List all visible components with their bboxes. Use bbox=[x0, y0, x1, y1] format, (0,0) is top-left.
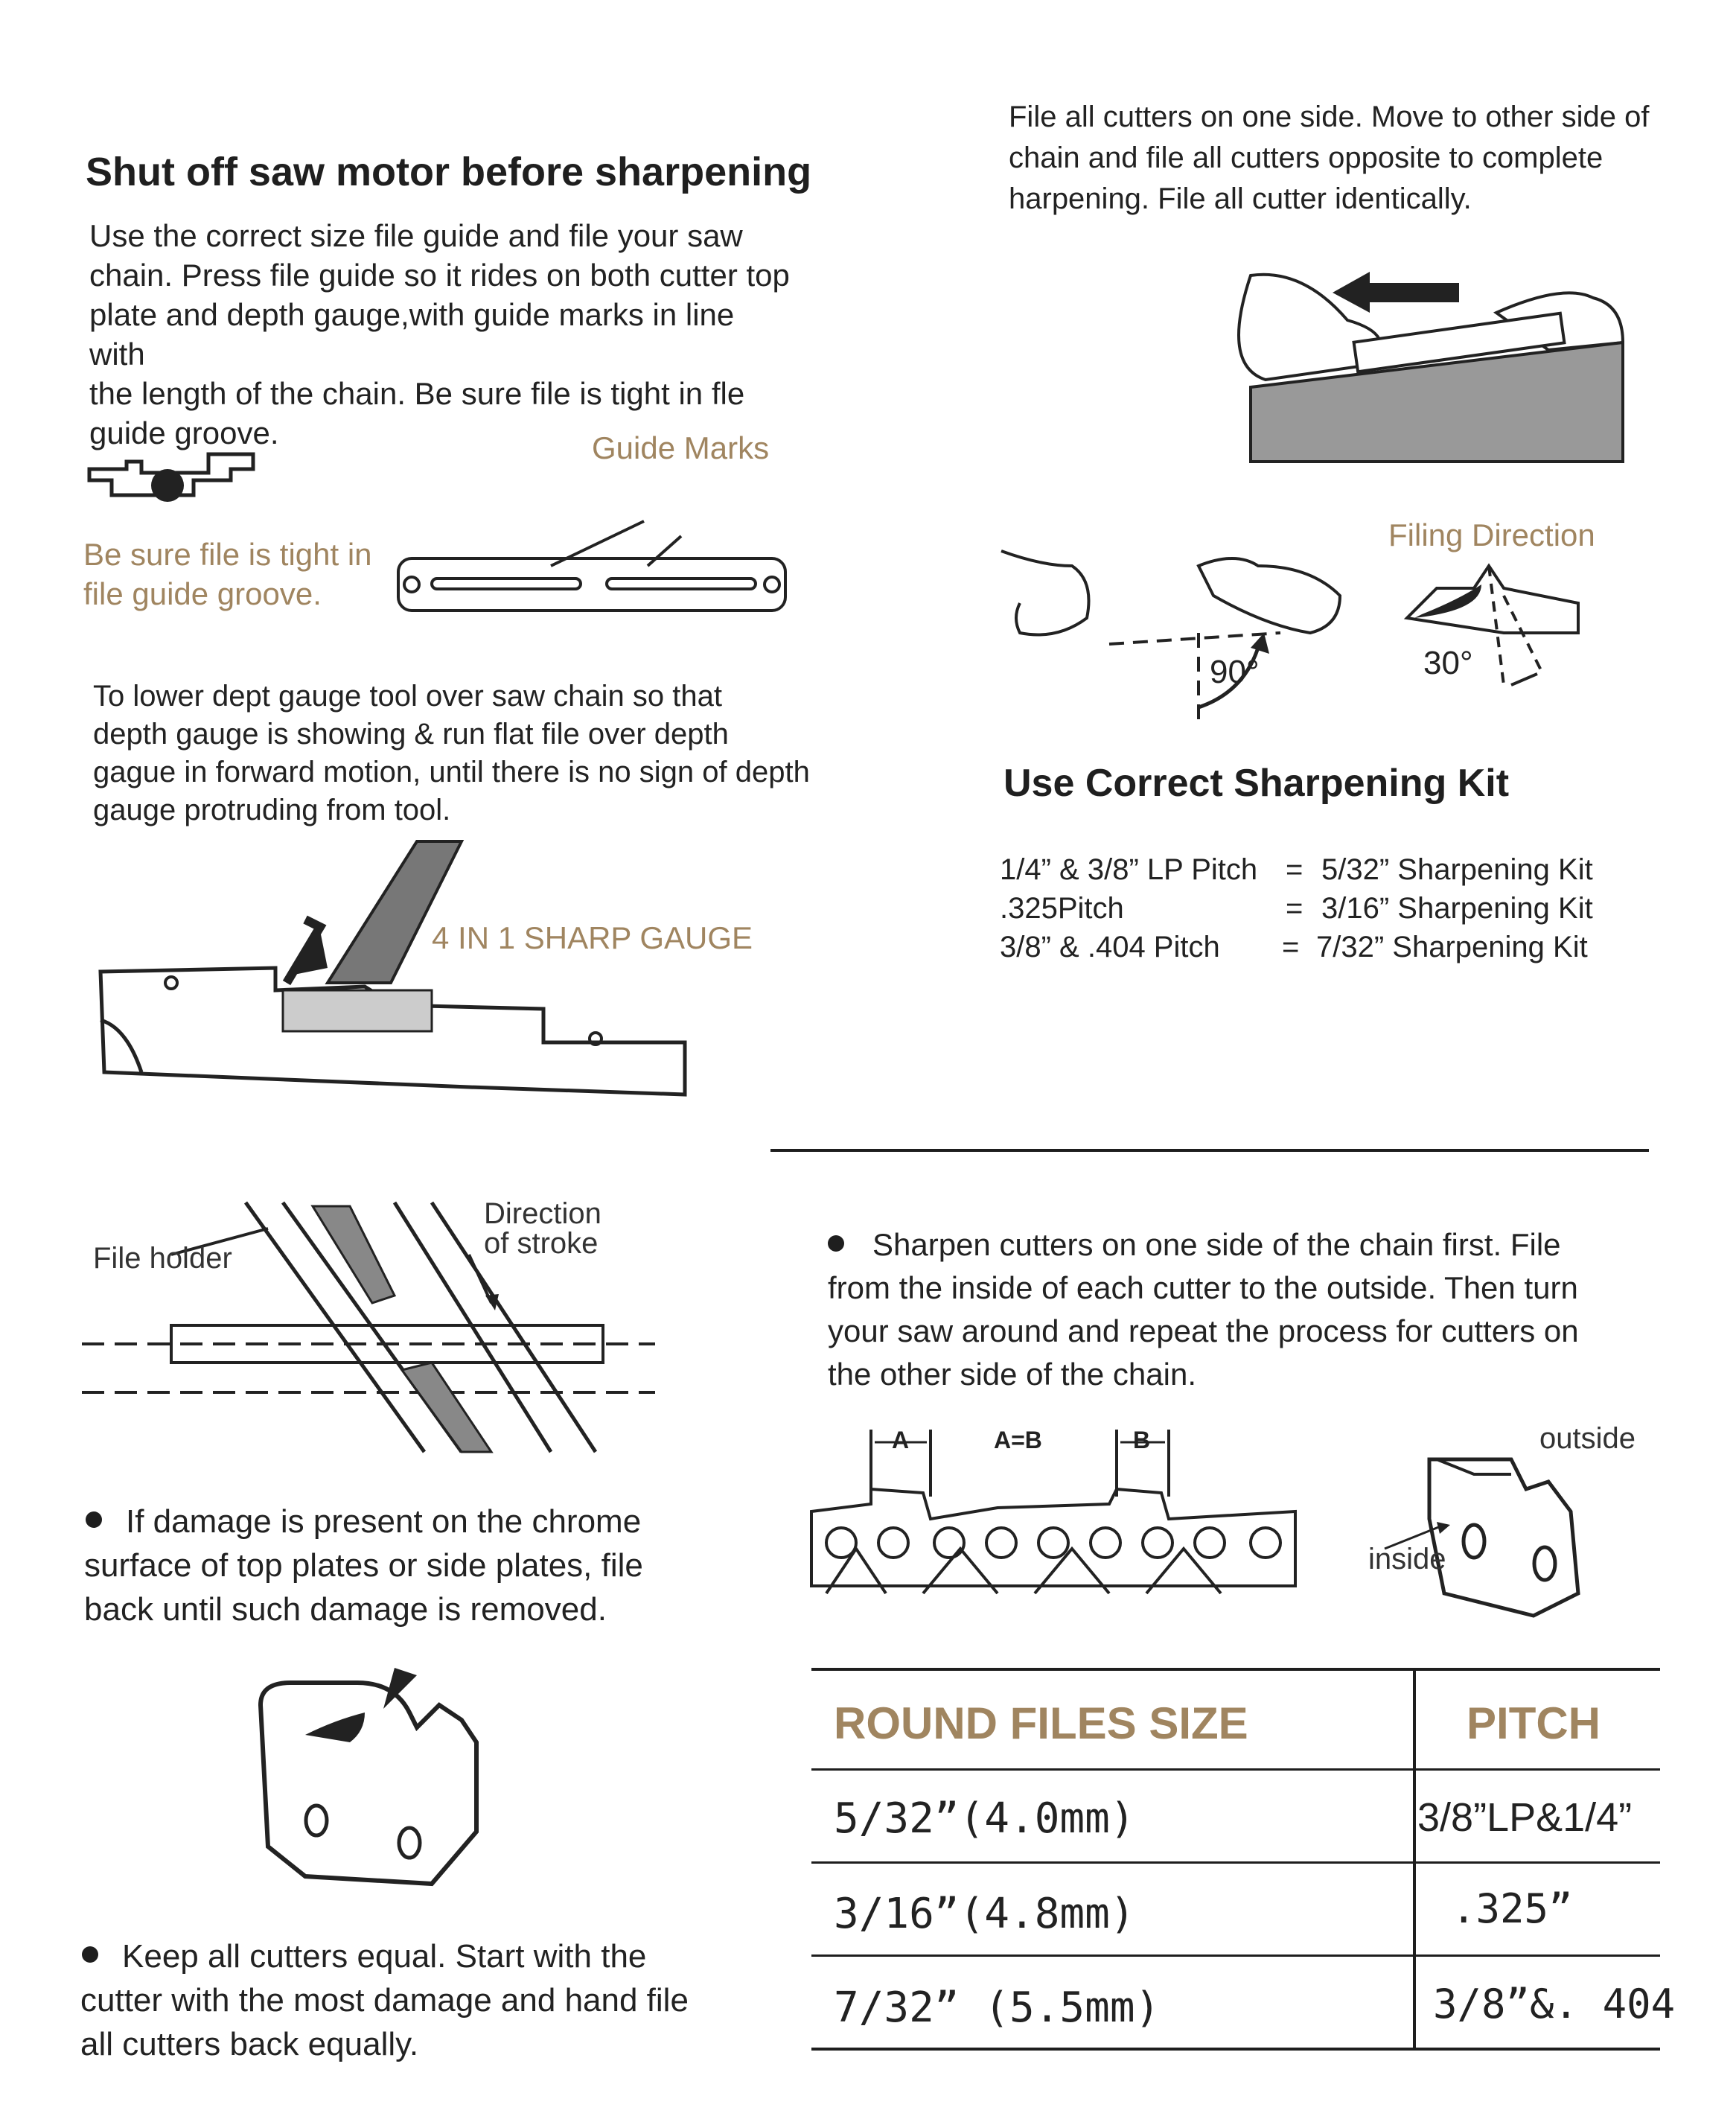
angle-illustration bbox=[998, 536, 1593, 730]
section-divider bbox=[770, 1149, 1649, 1152]
table-cell-pitch: 3/8”&. 404 bbox=[1433, 1981, 1676, 2027]
table-cell-size: 3/16”(4.8mm) bbox=[834, 1890, 1135, 1938]
sharp-gauge-label: 4 IN 1 SHARP GAUGE bbox=[432, 920, 753, 955]
tight-label: Be sure file is tight in file guide groove. bbox=[83, 537, 372, 611]
damage-text: If damage is present on the chrome surface of top plates or side plates, file back until such damage is removed. bbox=[84, 1503, 643, 1628]
damage-bullet bbox=[86, 1500, 815, 1631]
table-header-size: ROUND FILES SIZE bbox=[834, 1698, 1248, 1748]
kit-heading: Use Correct Sharpening Kit bbox=[1003, 762, 1510, 805]
intro-text: Use the correct size file guide and file your saw chain. Press file guide so it rides on both cutter top plate and depth gauge,with guide marks in line with the length of the chain. Be sure file is tight in fle guide groove. bbox=[89, 218, 790, 450]
label-b: B bbox=[1133, 1427, 1151, 1453]
kit-row-pitch: 1/4” & 3/8” LP Pitch bbox=[1000, 853, 1258, 886]
kit-row-kit: 3/16” Sharpening Kit bbox=[1321, 892, 1593, 925]
sharpen-bullet bbox=[828, 1223, 1721, 1396]
table-header-pitch: PITCH bbox=[1467, 1698, 1601, 1748]
label-a-equals-b: A=B bbox=[994, 1427, 1042, 1453]
kit-row-eq: = bbox=[1286, 853, 1303, 886]
sharpen-text: Sharpen cutters on one side of the chain first. File from the inside of each cutter to the outside. Then turn your saw around and repeat the process for cutters on the other side of the chain. bbox=[828, 1227, 1579, 1392]
kit-row-kit: 7/32” Sharpening Kit bbox=[1316, 931, 1588, 963]
heading-shut-off: Shut off saw motor before sharpening bbox=[86, 150, 812, 194]
cutter-illustration bbox=[246, 1660, 499, 1899]
kit-row-pitch: .325Pitch bbox=[1000, 892, 1124, 925]
table-rule bbox=[811, 2048, 1660, 2051]
kit-row-eq: = bbox=[1282, 931, 1300, 963]
table-cell-size: 5/32”(4.0mm) bbox=[834, 1794, 1135, 1843]
equal-bullet bbox=[82, 1934, 826, 2066]
outside-label: outside bbox=[1539, 1422, 1636, 1455]
table-rule bbox=[811, 1668, 1660, 1671]
hands-filing-illustration bbox=[1176, 253, 1697, 506]
file-all-text: File all cutters on one side. Move to other side of chain and file all cutters opposite to complete harpening. File all cutter identically. bbox=[1009, 101, 1650, 215]
table-rule bbox=[811, 1954, 1660, 1957]
depth-gauge-text: To lower dept gauge tool over saw chain so that depth gauge is showing & run flat file over depth gague in forward motion, until there is no sign of depth gauge protruding from tool. bbox=[93, 680, 810, 826]
file-guide-illustration bbox=[82, 439, 268, 521]
chain-ab-illustration bbox=[811, 1422, 1303, 1616]
kit-row-eq: = bbox=[1286, 892, 1303, 925]
table-cell-size: 7/32” (5.5mm) bbox=[834, 1984, 1161, 2032]
equal-text: Keep all cutters equal. Start with the cutter with the most damage and hand file all cutters back equally. bbox=[80, 1938, 689, 2062]
kit-row-kit: 5/32” Sharpening Kit bbox=[1321, 853, 1593, 886]
cutter-side-illustration bbox=[1362, 1444, 1586, 1616]
inside-label: inside bbox=[1368, 1543, 1446, 1576]
table-column-divider bbox=[1413, 1668, 1416, 2049]
angle-30-label: 30° bbox=[1423, 645, 1473, 681]
filing-direction-label: Filing Direction bbox=[1388, 517, 1595, 552]
guide-marks-label: Guide Marks bbox=[592, 430, 770, 465]
angle-90-label: 90° bbox=[1210, 654, 1260, 690]
guide-rail-illustration bbox=[391, 521, 793, 633]
direction-stroke-label: Direction of stroke bbox=[484, 1197, 601, 1260]
table-cell-pitch: .325” bbox=[1452, 1885, 1573, 1932]
table-rule bbox=[811, 1861, 1660, 1864]
table-cell-pitch: 3/8”LP&1/4” bbox=[1417, 1795, 1633, 1840]
depth-gauge-illustration bbox=[97, 841, 692, 1132]
label-a: A bbox=[892, 1427, 910, 1453]
table-rule bbox=[811, 1768, 1660, 1771]
kit-row-pitch: 3/8” & .404 Pitch bbox=[1000, 931, 1220, 963]
file-holder-label: File holder bbox=[93, 1242, 232, 1275]
